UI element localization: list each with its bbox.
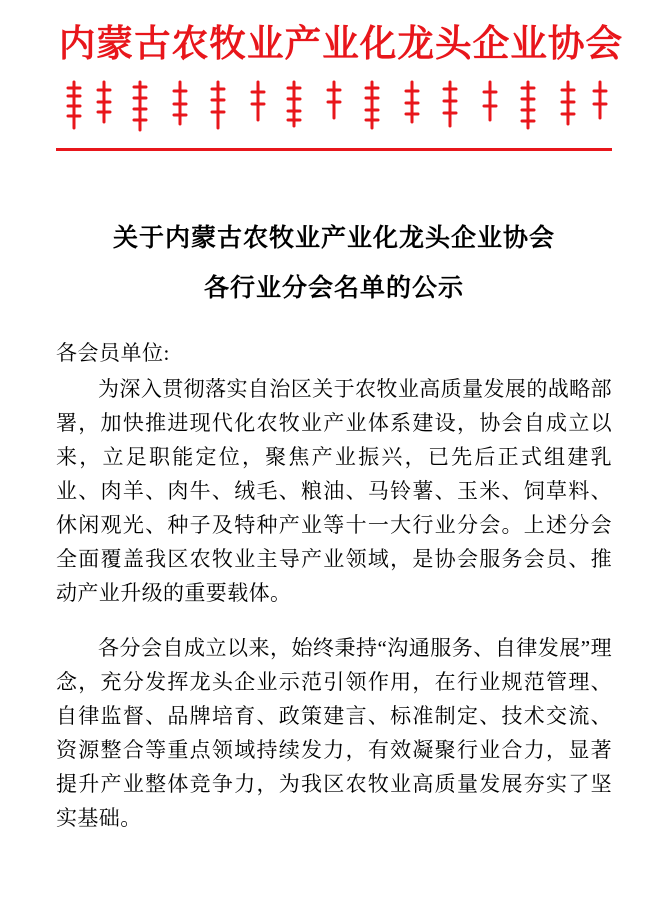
- letterhead-divider: [56, 148, 612, 151]
- mongolian-script-line: [56, 78, 612, 134]
- page-title-line-2: 各行业分会名单的公示: [203, 274, 464, 302]
- salutation: 各会员单位:: [56, 340, 170, 365]
- organization-name: 内蒙古农牧业产业化龙头企业协会: [58, 24, 624, 65]
- body-paragraph: 为深入贯彻落实自治区关于农牧业高质量发展的战略部署，加快推进现代化农牧业产业体系建设，协会自成立以来，立足职能定位，聚焦产业振兴，已先后正式组建乳业、肉羊、肉牛、绒毛、粮油、马铃薯、玉米、饲草料、休闲观光、种子及特种产业等十一大行业分会。上述分会全面覆盖我区农牧业主导产业领域，是协会服务会员、推动产业升级的重要载体。: [56, 377, 612, 606]
- page-title-line-1: 关于内蒙古农牧业产业化龙头企业协会: [112, 225, 555, 253]
- body-paragraph: 各分会自成立以来，始终秉持“沟通服务、自律发展”理念，充分发挥龙头企业示范引领作用，在行业规范管理、自律监督、品牌培育、政策建言、标准制定、技术交流、资源整合等重点领域持续发力，有效凝聚行业合力，显著提升产业整体竞争力，为我区农牧业高质量发展夯实了坚实基础。: [56, 636, 612, 831]
- letterhead: [56, 0, 624, 151]
- page-title: [56, 223, 612, 304]
